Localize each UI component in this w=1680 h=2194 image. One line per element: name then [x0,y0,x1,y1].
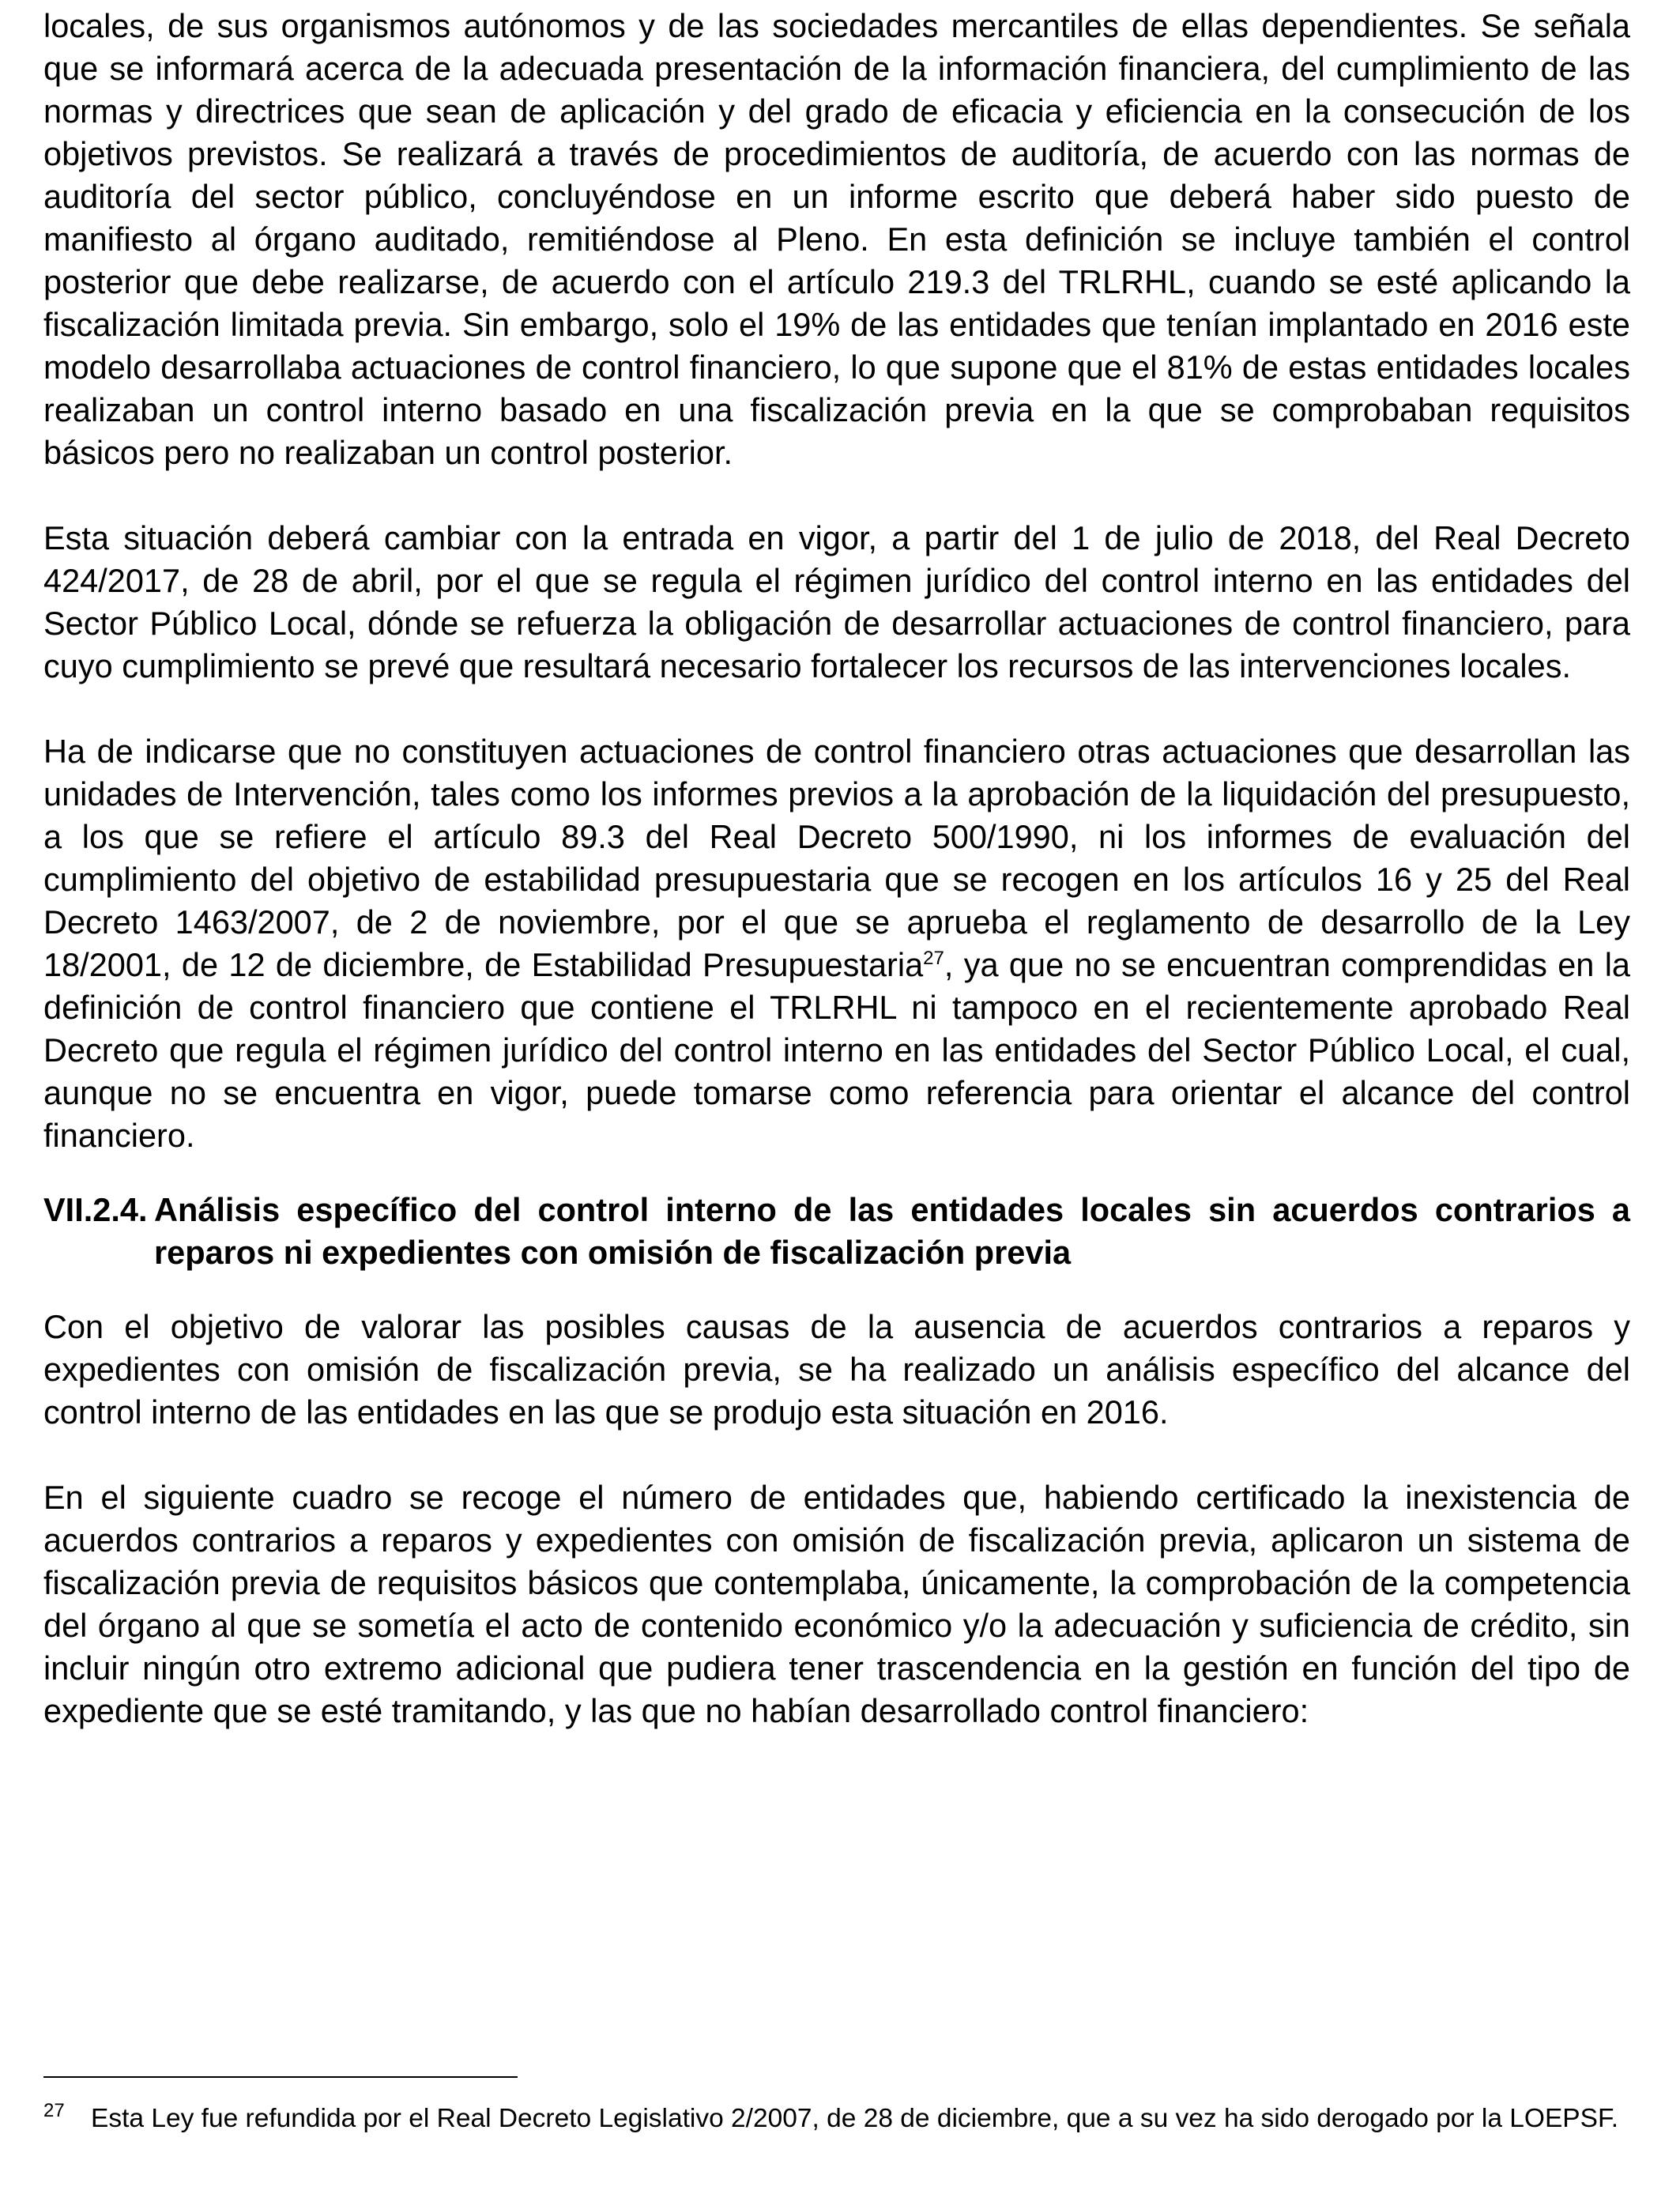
paragraph-otras-actuaciones [43,730,1630,1157]
section-number: VII.2.4. [43,1191,148,1228]
footnote-text: Esta Ley fue refundida por el Real Decreto Legislativo 2/2007, de 28 de diciembre, que a su vez ha sido derogado por la LOEPSF. [91,2104,1619,2133]
paragraph-objetivo-analisis: Con el objetivo de valorar las posibles causas de la ausencia de acuerdos contrarios a reparos y expedientes con omisión de fiscalización previa, se ha realizado un análisis específico del alcance del control interno de las entidades en las que se produjo esta situación en 2016. [43,1308,1630,1431]
paragraph-text-part-1: Ha de indicarse que no constituyen actuaciones de control financiero otras actuaciones que desarrollan las unidades de Intervención, tales como los informes previos a la aprobación de la liquidación del presupuesto, a los que se refiere el artículo 89.3 del Real Decreto 500/1990, ni los informes de evaluación del cumplimiento del objetivo de estabilidad presupuestaria que se recogen en los artículos 16 y 25 del Real Decreto 1463/2007, de 2 de noviembre, por el que se aprueba el reglamento de desarrollo de la Ley 18/2001, de 12 de diciembre, de Estabilidad Presupuestaria [43,733,1630,983]
footnote-separator [43,2076,518,2078]
page-body [43,5,1630,1732]
footnote-number: 27 [43,2100,65,2121]
paragraph-real-decreto-424: Esta situación deberá cambiar con la entrada en vigor, a partir del 1 de julio de 2018, del Real Decreto 424/2017, de 28 de abril, por el que se regula el régimen jurídico del control interno en las entidades del Sector Público Local, dónde se refuerza la obligación de desarrollar actuaciones de control financiero, para cuyo cumplimiento se prevé que resultará necesario fortalecer los recursos de las intervenciones locales. [43,519,1630,684]
paragraph-control-financiero: locales, de sus organismos autónomos y de las sociedades mercantiles de ellas dependientes. Se señala que se informará acerca de la adecuada presentación de la información financiera, del cumplimiento de las normas y directrices que sean de aplicación y del grado de eficacia y eficiencia en la consecución de los objetivos previstos. Se realizará a través de procedimientos de auditoría, de acuerdo con las normas de auditoría del sector público, concluyéndose en un informe escrito que deberá haber sido puesto de manifiesto al órgano auditado, remitiéndose al Pleno. En esta definición se incluye también el control posterior que debe realizarse, de acuerdo con el artículo 219.3 del TRLRHL, cuando se esté aplicando la fiscalización limitada previa. Sin embargo, solo el 19% de las entidades que tenían implantado en 2016 este modelo desarrollaba actuaciones de control financiero, lo que supone que el 81% de estas entidades locales realizaban un control interno basado en una fiscalización previa en la que se comprobaban requisitos básicos pero no realizaban un control posterior. [43,7,1630,471]
footnote-reference[interactable]: 27 [923,948,944,970]
section-title: Análisis específico del control interno de las entidades locales sin acuerdos contrarios a reparos ni expedientes con omisión de fiscalización previa [154,1191,1630,1271]
section-heading [43,1189,1630,1274]
paragraph-siguiente-cuadro: En el siguiente cuadro se recoge el número de entidades que, habiendo certificado la inexistencia de acuerdos contrarios a reparos y expedientes con omisión de fiscalización previa, aplicaron un sistema de fiscalización previa de requisitos básicos que contemplaba, únicamente, la comprobación de la competencia del órgano al que se sometía el acto de contenido económico y/o la adecuación y suficiencia de crédito, sin incluir ningún otro extremo adicional que pudiera tener trascendencia en la gestión en función del tipo de expediente que se esté tramitando, y las que no habían desarrollado control financiero: [43,1479,1630,1729]
paragraph-text-part-2: , ya que no se encuentran comprendidas en la definición de control financiero que contiene el TRLRHL ni tampoco en el recientemente aprobado Real Decreto que regula el régimen jurídico del control interno en las entidades del Sector Público Local, el cual, aunque no se encuentra en vigor, puede tomarse como referencia para orientar el alcance del control financiero. [43,946,1630,1154]
footnote [43,2102,1630,2136]
